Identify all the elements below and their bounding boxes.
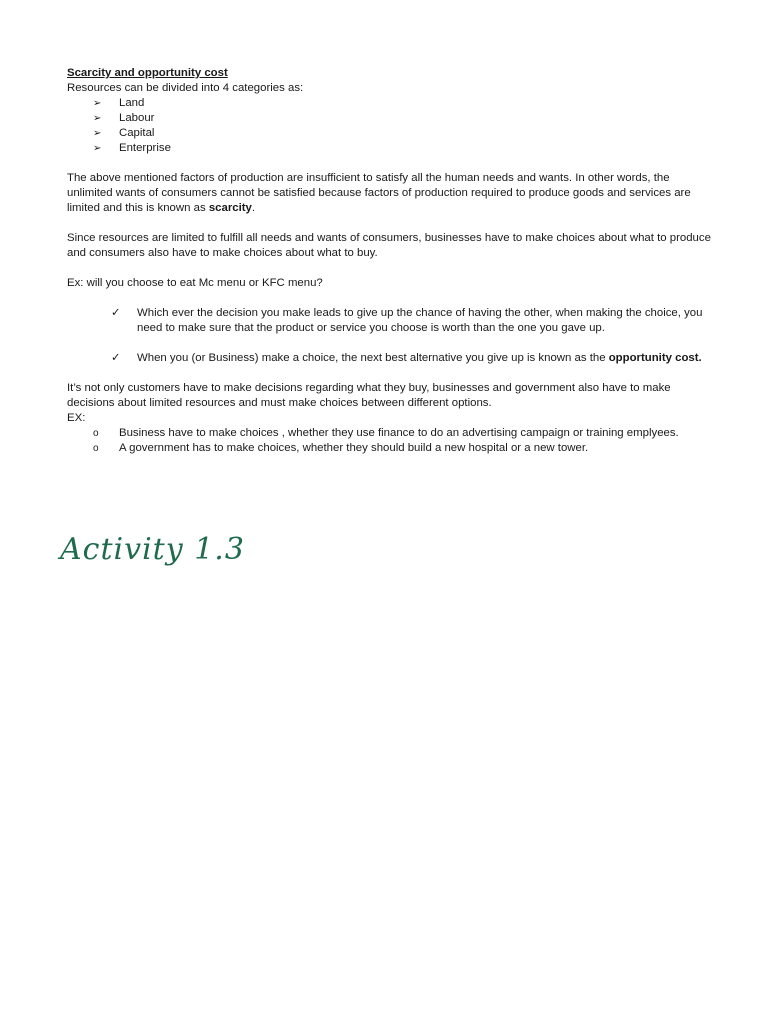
example-question: Ex: will you choose to eat Mc menu or KFC menu?: [67, 277, 323, 289]
list-item: o A government has to make choices, whether they should build a new hospital or a new tower.: [93, 442, 589, 454]
list-item: ➢ Capital: [93, 127, 155, 139]
list-item: ➢ Enterprise: [93, 142, 171, 154]
arrow-bullet-icon: ➢: [93, 128, 102, 139]
list-item: ➢ Land: [93, 97, 145, 109]
list-item: o Business have to make choices , whether they use finance to do an advertising campaign or training emplyees.: [93, 427, 679, 439]
list-item: ➢ Labour: [93, 112, 155, 124]
checkmark-icon: ✓: [111, 352, 121, 364]
check-list: [67, 306, 717, 366]
checkmark-icon: ✓: [111, 307, 121, 319]
list-item: ✓ When you (or Business) make a choice, the next best alternative you give up is known as the opportunity cost.: [111, 352, 702, 364]
circle-bullet-icon: o: [93, 428, 99, 439]
intro-text: Resources can be divided into 4 categories as:: [67, 82, 304, 94]
arrow-bullet-icon: ➢: [93, 113, 102, 124]
circle-bullet-icon: o: [93, 443, 99, 454]
activity-handwritten-label: Activity 1.3: [60, 532, 245, 567]
list-item: ✓ Which ever the decision you make leads to give up the chance of having the other, when making the choice, you need to make sure that the product or service you choose is worth than the one you gave up.: [111, 307, 703, 334]
arrow-bullet-icon: ➢: [93, 98, 102, 109]
decisions-paragraph: It’s not only customers have to make decisions regarding what they buy, businesses and government also have to make decisions about limited resources and must make choices between different options.: [67, 382, 671, 409]
resources-list: [67, 96, 717, 156]
ex-label: EX:: [67, 412, 86, 424]
scarcity-paragraph: The above mentioned factors of production are insufficient to satisfy all the human needs and wants. In other words, the unlimited wants of consumers cannot be satisfied because factors of production required to produce goods and services are limited and this is known as scarcity.: [67, 172, 691, 214]
examples-list: [67, 426, 717, 456]
document-body: [67, 66, 717, 456]
choices-paragraph: Since resources are limited to fulfill all needs and wants of consumers, businesses have to make choices about what to produce and consumers also have to make choices about what to buy.: [67, 232, 711, 259]
arrow-bullet-icon: ➢: [93, 143, 102, 154]
section-heading: Scarcity and opportunity cost: [67, 67, 228, 79]
